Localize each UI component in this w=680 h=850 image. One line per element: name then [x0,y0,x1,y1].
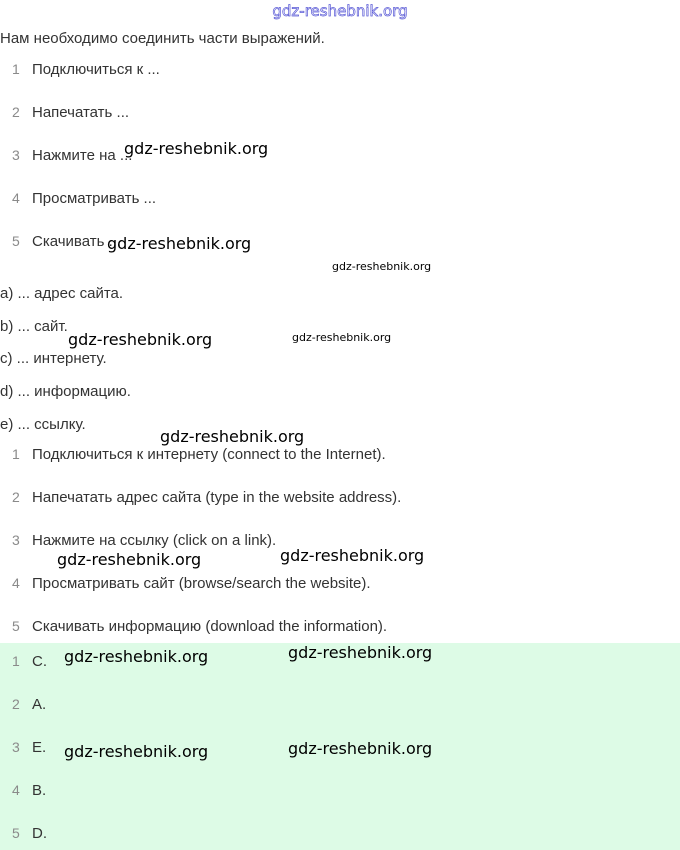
item-number: 4 [12,575,20,591]
answer-letter: C. [32,653,47,670]
item-number: 2 [12,696,20,712]
item-text: Подключиться к интернету (connect to the Internet). [32,446,386,463]
option-item: c) ... интернету. [0,350,107,367]
item-number: 5 [12,618,20,634]
item-number: 2 [12,104,20,120]
answer-letter: A. [32,696,47,713]
option-item: b) ... сайт. [0,318,68,335]
item-number: 1 [12,653,20,669]
item-text: Скачивать информацию (download the information). [32,618,388,635]
item-text: Скачивать ... [32,233,122,250]
item-text: Нажмите на ... [32,147,133,164]
item-number: 5 [12,233,20,249]
item-number: 3 [12,147,20,163]
watermark: gdz-reshebnik.org [124,139,269,158]
item-number: 1 [12,446,20,462]
item-number: 5 [12,825,20,841]
watermark: gdz-reshebnik.org [292,331,392,344]
watermark: gdz-reshebnik.org [288,739,433,758]
task-intro: Нам необходимо соединить части выражений. [0,30,325,47]
item-text: Нажмите на ссылку (click on a link). [32,532,277,549]
item-text: Просматривать ... [32,190,157,207]
item-text: Напечатать адрес сайта (type in the website address). [32,489,402,506]
item-number: 4 [12,782,20,798]
watermark: gdz-reshebnik.org [64,647,209,666]
option-item: a) ... адрес сайта. [0,285,124,302]
item-number: 4 [12,190,20,206]
option-item: d) ... информацию. [0,383,131,400]
item-text: Подключиться к ... [32,61,160,78]
watermark: gdz-reshebnik.org [288,643,433,662]
watermark: gdz-reshebnik.org [64,742,209,761]
header-watermark: gdz-reshebnik.org [272,2,408,20]
item-number: 3 [12,739,20,755]
item-text: Напечатать ... [32,104,130,121]
item-number: 3 [12,532,20,548]
watermark: gdz-reshebnik.org [332,260,432,273]
watermark: gdz-reshebnik.org [107,234,252,253]
item-number: 1 [12,61,20,77]
answer-letter: E. [32,739,47,756]
answer-letter: B. [32,782,47,799]
watermark: gdz-reshebnik.org [160,427,305,446]
answer-letter: D. [32,825,47,842]
watermark: gdz-reshebnik.org [57,550,202,569]
watermark: gdz-reshebnik.org [68,330,213,349]
option-item: e) ... ссылку. [0,416,86,433]
item-number: 2 [12,489,20,505]
watermark: gdz-reshebnik.org [280,546,425,565]
item-text: Просматривать сайт (browse/search the website). [32,575,371,592]
